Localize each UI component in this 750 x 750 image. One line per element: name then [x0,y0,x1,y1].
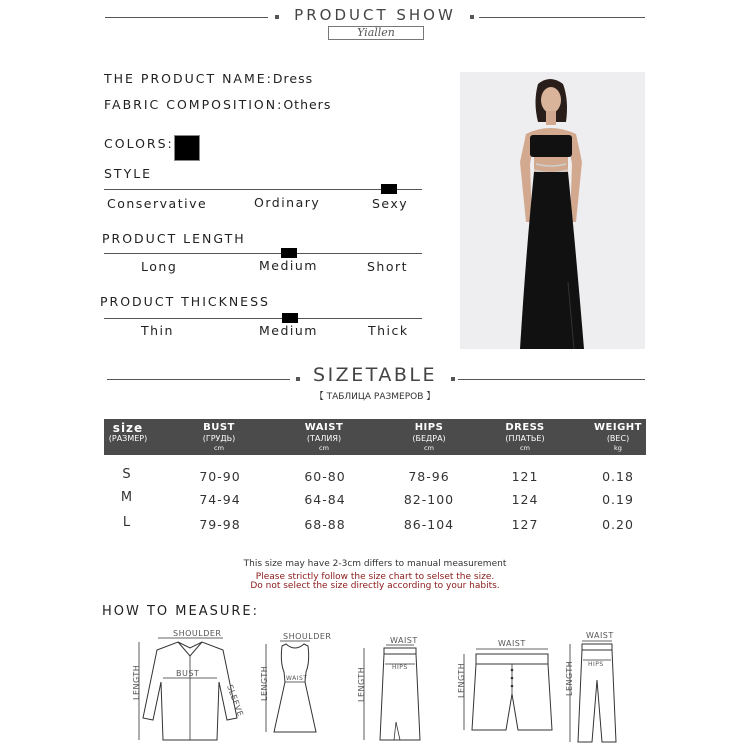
pants-diagram [564,630,634,746]
thickness-option-thick: Thick [368,323,409,338]
thickness-marker [282,313,298,323]
header-rule-right [479,17,645,18]
cell-size: L [122,515,132,530]
thickness-label: PRODUCT THICKNESS [100,294,270,309]
th-waist: WAIST (ТАЛИЯ) cm [304,422,344,452]
skirt-waist-label: WAIST [390,636,418,645]
cell-weight: 0.20 [602,517,634,532]
style-marker [381,184,397,194]
colors-label: COLORS: [104,136,174,151]
th-bust: BUST (ГРУДЬ) cm [202,422,236,452]
cell-dress: 121 [511,469,539,484]
shirt-diagram [133,628,248,746]
skirt-diagram [350,636,422,744]
length-option-short: Short [367,259,409,274]
length-marker [281,248,297,258]
dress-diagram [258,632,332,744]
note-follow-chart: Please strictly follow the size chart to selset the size. [255,572,495,582]
cell-bust: 70-90 [199,469,241,484]
header-dot-left [275,15,279,19]
thickness-scale-line [104,318,422,319]
fabric-value: Others [283,97,332,112]
sizetable-subtitle: 【 ТАБЛИЦА РАЗМЕРОВ 】 [314,392,436,402]
length-scale-line [104,253,422,254]
thickness-option-medium: Medium [259,323,318,338]
th-weight: WEIGHT (ВЕС) kg [594,422,642,452]
cell-waist: 68-88 [304,517,346,532]
pants-waist-label: WAIST [586,631,614,640]
cell-bust: 79-98 [199,517,241,532]
pants-length-label: LENGTH [565,660,574,696]
product-name-value: Dress [272,71,314,86]
cell-waist: 64-84 [304,492,346,507]
cell-weight: 0.19 [602,492,634,507]
sizetable-header [104,419,646,455]
style-label: STYLE [104,166,153,181]
bust-label: BUST [176,669,200,678]
style-option-sexy: Sexy [372,196,409,211]
dress-shoulder-label: SHOULDER [283,632,332,641]
style-option-conservative: Conservative [107,196,208,211]
cell-dress: 127 [511,517,539,532]
note-measurement: This size may have 2-3cm differs to manual measurement [243,559,507,569]
page-title: PRODUCT SHOW [294,6,456,24]
length-option-long: Long [141,259,178,274]
thickness-option-thin: Thin [141,323,174,338]
shorts-diagram [452,636,562,736]
cell-dress: 124 [511,492,539,507]
color-swatch-black [174,135,200,161]
sizetable-dot-left [296,377,300,381]
dress-length-label: LENGTH [260,665,269,701]
sleeve-label: SLEEVE [225,683,245,718]
cell-size: S [122,467,132,482]
cell-bust: 74-94 [199,492,241,507]
th-dress: DRESS (ПЛАТЬЕ) cm [505,422,545,452]
shoulder-label: SHOULDER [173,629,222,638]
fabric-row [104,97,331,112]
dress-waist-label: WAIST [286,675,308,682]
brand-label: Yiallen [328,26,424,40]
cell-waist: 60-80 [304,469,346,484]
cell-hips: 78-96 [408,469,450,484]
cell-hips: 82-100 [403,492,455,507]
style-scale-line [104,189,422,190]
sizetable-rule-right [458,379,645,380]
cell-weight: 0.18 [602,469,634,484]
header-rule-left [105,17,268,18]
product-name-label: THE PRODUCT NAME: [104,71,273,86]
length-option-medium: Medium [259,258,318,273]
length-label: PRODUCT LENGTH [102,231,246,246]
pants-hips-label: HIPS [588,661,604,668]
product-name-row [104,71,313,86]
cell-size: M [120,490,134,505]
style-option-ordinary: Ordinary [254,195,321,210]
skirt-length-label: LENGTH [357,666,366,702]
model-illustration [460,72,645,349]
skirt-hips-label: HIPS [392,664,408,671]
note-not-habits: Do not select the size directly according to your habits. [250,581,500,591]
sizetable-rule-left [107,379,290,380]
th-hips: HIPS (БЕДРА) cm [412,422,446,452]
shorts-waist-label: WAIST [498,639,526,648]
shirt-length-label: LENGTH [132,664,141,700]
sizetable-dot-right [451,377,455,381]
cell-hips: 86-104 [403,517,455,532]
sizetable-title: SIZETABLE [313,364,437,386]
fabric-label: FABRIC COMPOSITION: [104,97,284,112]
product-photo [460,72,645,349]
how-to-measure-title: HOW TO MEASURE: [102,604,260,619]
shorts-length-label: LENGTH [457,662,466,698]
header-dot-right [470,15,474,19]
th-size: size (РАЗМЕР) [108,421,148,443]
